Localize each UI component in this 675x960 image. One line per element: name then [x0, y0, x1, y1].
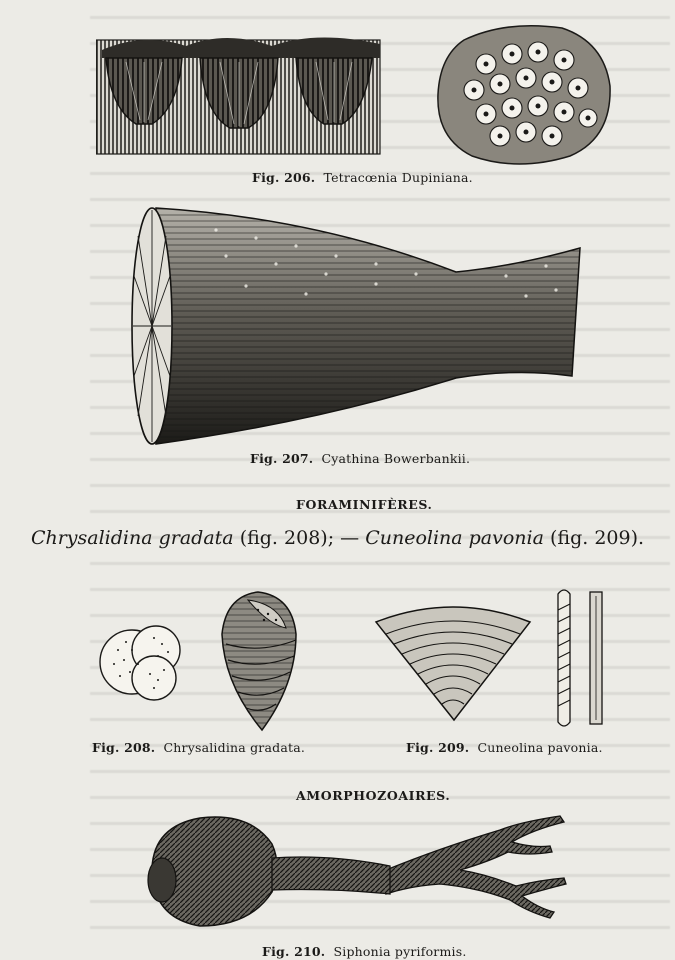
tetracoenia-colony-illustration — [434, 22, 614, 166]
caption-fig-207 — [250, 451, 470, 466]
fig-208-label: Fig. 208. — [92, 740, 156, 755]
species-name-1: Chrysalidina gradata — [30, 527, 234, 549]
cuneolina-section-illustration — [550, 584, 610, 732]
fig-209-label: Fig. 209. — [406, 740, 470, 755]
caption-fig-210 — [262, 944, 467, 959]
cyathina-illustration — [126, 200, 586, 450]
siphonia-illustration — [140, 808, 580, 934]
fig-207-label: Fig. 207. — [250, 451, 314, 466]
caption-fig-208 — [92, 740, 305, 755]
tetracoenia-section-illustration — [96, 28, 382, 158]
fig-207-name: Cyathina Bowerbankii. — [321, 451, 471, 466]
species-ref-1: (fig. 208); — [239, 527, 335, 549]
species-dash: — — [340, 527, 360, 549]
fig-208-name: Chrysalidina gradata. — [163, 740, 306, 755]
section-heading-amorphozoaires: AMORPHOZOAIRES. — [296, 788, 451, 803]
fig-206-label: Fig. 206. — [252, 170, 316, 185]
fig-209-name: Cuneolina pavonia. — [477, 740, 603, 755]
section-heading-foraminiferes: FORAMINIFÈRES. — [296, 497, 433, 512]
cuneolina-fan-illustration — [374, 598, 532, 724]
chrysalidina-cells-illustration — [98, 620, 188, 704]
fig-210-label: Fig. 210. — [262, 944, 326, 959]
species-name-2: Cuneolina pavonia — [365, 527, 544, 549]
caption-fig-206 — [252, 170, 473, 185]
species-line — [0, 527, 675, 549]
caption-fig-209 — [406, 740, 603, 755]
species-ref-2: (fig. 209). — [550, 527, 645, 549]
chrysalidina-shell-illustration — [218, 588, 300, 734]
fig-210-name: Siphonia pyriformis. — [333, 944, 467, 959]
fig-206-name: Tetracœnia Dupiniana. — [323, 170, 473, 185]
